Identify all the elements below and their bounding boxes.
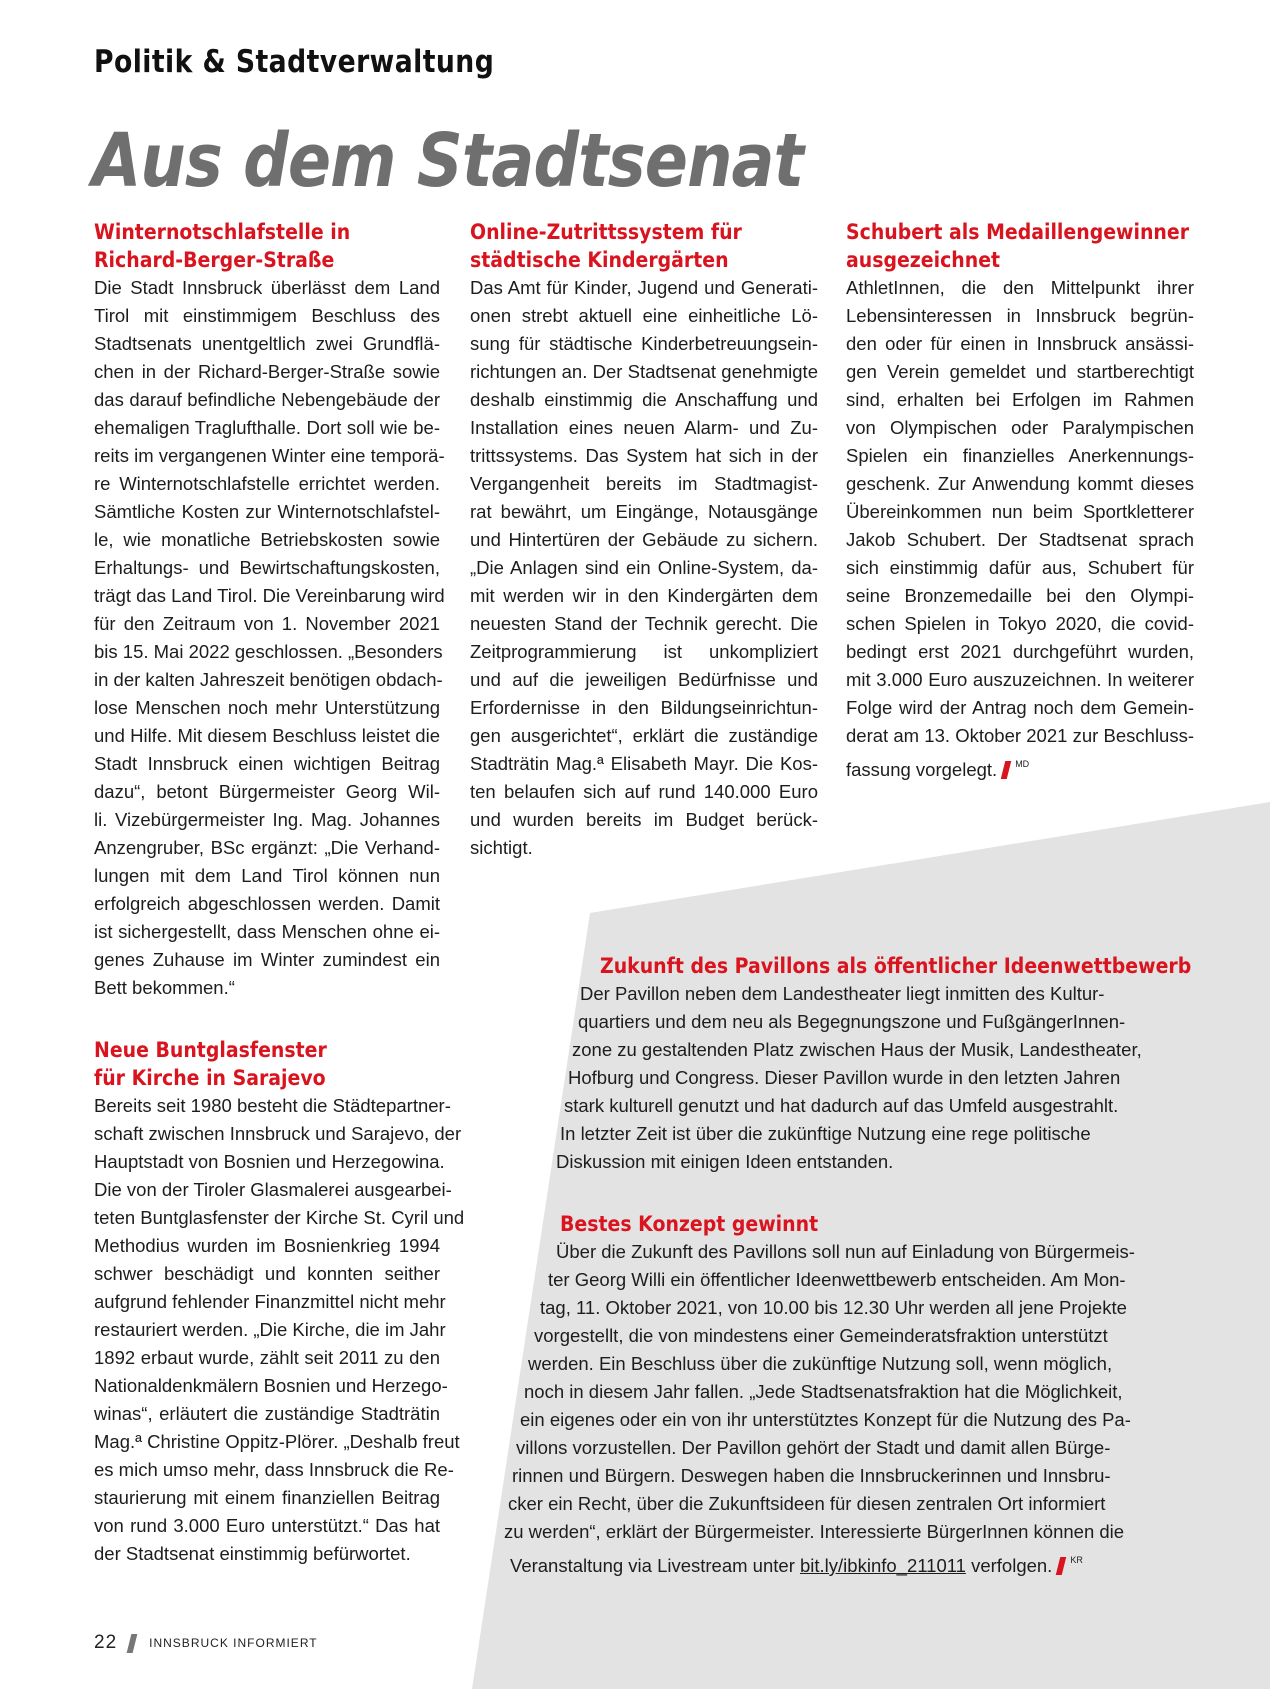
text-line: Die Stadt Innsbruck überlässt dem Land xyxy=(94,277,440,298)
text-line: und auf die jeweiligen Bedürfnisse und xyxy=(470,669,818,690)
text-line: Stadträtin Mag.ª Elisabeth Mayr. Die Kos- xyxy=(470,753,818,774)
text-line: noch in diesem Jahr fallen. „Jede Stadtsenatsfraktion hat die Möglichkeit, xyxy=(524,1381,1123,1402)
article-body xyxy=(94,274,445,1002)
text-line: reits im vergangenen Winter eine temporä- xyxy=(94,445,445,466)
text-line: und Hilfe. Mit diesem Beschluss leistet die xyxy=(94,725,440,746)
article-body xyxy=(846,274,1194,778)
text-line: erfolgreich abgeschlossen werden. Damit xyxy=(94,893,440,914)
text-line: Anzengruber, BSc ergänzt: „Die Verhand- xyxy=(94,837,440,858)
text-line: ehemaligen Traglufthalle. Dort soll wie be- xyxy=(94,417,440,438)
text-line: Das Amt für Kinder, Jugend und Generati- xyxy=(470,277,818,298)
text-line: lungen mit dem Land Tirol können nun xyxy=(94,865,440,886)
text-line: Stadt Innsbruck einen wichtigen Beitrag xyxy=(94,753,440,774)
text-line: derat am 13. Oktober 2021 zur Beschluss- xyxy=(846,725,1194,746)
text-line: AthletInnen, die den Mittelpunkt ihrer xyxy=(846,277,1194,298)
text-line: den oder für einen in Innsbruck ansässi- xyxy=(846,333,1194,354)
article-heading: Neue Buntglasfenster für Kirche in Sarajevo xyxy=(94,1038,327,1090)
text-line: das darauf befindliche Nebengebäude der xyxy=(94,389,440,410)
text-line: sind, erhalten bei Erfolgen im Rahmen xyxy=(846,389,1194,410)
text-line: Sämtliche Kosten zur Winternotschlafstel- xyxy=(94,501,440,522)
gray-slash-icon xyxy=(127,1634,138,1653)
text-line: staurierung mit einem finanziellen Beitrag xyxy=(94,1487,440,1508)
text-line: 1892 erbaut wurde, zählt seit 2011 zu den xyxy=(94,1347,440,1368)
text-line: schwer beschädigt und konnten seither xyxy=(94,1263,440,1284)
text-line: Nationaldenkmälern Bosnien und Herzego- xyxy=(94,1375,448,1396)
text-line: le, wie monatliche Betriebskosten sowie xyxy=(94,529,440,550)
text-line: genes Zuhause im Winter zumindest ein xyxy=(94,949,440,970)
text-line: In letzter Zeit ist über die zukünftige Nutzung eine rege politische xyxy=(560,1123,1091,1144)
text-line: Installation eines neuen Alarm- und Zu- xyxy=(470,417,818,438)
publication-name: INNSBRUCK INFORMIERT xyxy=(149,1636,318,1650)
text-line: quartiers und dem neu als Begegnungszone und FußgängerInnen- xyxy=(578,1011,1126,1032)
text-line: ter Georg Willi ein öffentlicher Ideenwettbewerb entscheiden. Am Mon- xyxy=(548,1269,1126,1290)
text-line: li. Vizebürgermeister Ing. Mag. Johannes xyxy=(94,809,440,830)
text-line: gen ausgerichtet“, erklärt die zuständige xyxy=(470,725,818,746)
text-line: Bett bekommen.“ xyxy=(94,977,235,998)
text-line: Methodius wurden im Bosnienkrieg 1994 xyxy=(94,1235,440,1256)
text-line: Zeitprogrammierung ist unkompliziert xyxy=(470,641,818,662)
text-line: schen Spielen in Tokyo 2020, die covid- xyxy=(846,613,1194,634)
text-line: Erhaltungs- und Bewirtschaftungskosten, xyxy=(94,557,440,578)
text-line: Mag.ª Christine Oppitz-Plörer. „Deshalb freut xyxy=(94,1431,460,1452)
text-line: Jakob Schubert. Der Stadtsenat sprach xyxy=(846,529,1194,550)
text-line: „Die Anlagen sind ein Online-System, da- xyxy=(470,557,818,578)
text-line: Tirol mit einstimmigem Beschluss des xyxy=(94,305,440,326)
text-line: teten Buntglasfenster der Kirche St. Cyril und xyxy=(94,1207,465,1228)
text-line: rat bewährt, um Eingänge, Notausgänge xyxy=(470,501,818,522)
author-initials: KR xyxy=(1070,1555,1083,1565)
article-heading: Winternotschlafstelle in Richard-Berger-Straße xyxy=(94,220,351,272)
text-line: lose Menschen noch mehr Unterstützung xyxy=(94,697,440,718)
author-initials: MD xyxy=(1015,759,1030,769)
text-line: Diskussion mit einigen Ideen entstanden. xyxy=(556,1151,894,1172)
article-subheading: Bestes Konzept gewinnt xyxy=(560,1212,819,1236)
page-title: Aus dem Stadtsenat xyxy=(92,118,804,204)
text-line: onen strebt aktuell eine einheitliche Lö- xyxy=(470,305,818,326)
text-line: vorgestellt, die von mindestens einer Gemeinderatsfraktion unterstützt xyxy=(534,1325,1108,1346)
section-label: Politik & Stadtverwaltung xyxy=(94,44,495,80)
article-heading: Schubert als Medaillengewinner ausgezeichnet xyxy=(846,220,1190,272)
text-line: Hofburg und Congress. Dieser Pavillon wurde in den letzten Jahren xyxy=(568,1067,1121,1088)
text-line: neuesten Stand der Technik gerecht. Die xyxy=(470,613,818,634)
text-line: Hauptstadt von Bosnien und Herzegowina. xyxy=(94,1151,445,1172)
text-line: restauriert werden. „Die Kirche, die im Jahr xyxy=(94,1319,446,1340)
text-line: seine Bronzemedaille bei den Olympi- xyxy=(846,585,1194,606)
text-line: Erfordernisse in den Bildungseinrichtun- xyxy=(470,697,818,718)
page-number: 22 xyxy=(94,1632,118,1653)
text-line: richtungen an. Der Stadtsenat genehmigte xyxy=(470,361,818,382)
text-line: Der Pavillon neben dem Landestheater liegt inmitten des Kultur- xyxy=(580,983,1105,1004)
text-line: Lebensinteressen in Innsbruck begrün- xyxy=(846,305,1194,326)
article-pavillon xyxy=(556,952,1220,1176)
text-line: rinnen und Bürgern. Deswegen haben die Innsbruckerinnen und Innsbru- xyxy=(512,1465,1111,1486)
text-line: zu werden“, erklärt der Bürgermeister. Interessierte BürgerInnen können die xyxy=(504,1521,1125,1542)
text-line: aufgrund fehlender Finanzmittel nicht mehr xyxy=(94,1291,446,1312)
text-line: tag, 11. Oktober 2021, von 10.00 bis 12.30 Uhr werden all jene Projekte xyxy=(540,1297,1127,1318)
text-line: ten belaufen sich auf rund 140.000 Euro xyxy=(470,781,818,802)
text-line: ist sichergestellt, dass Menschen ohne ei- xyxy=(94,921,440,942)
text-line: der Stadtsenat einstimmig befürwortet. xyxy=(94,1543,411,1564)
text-line: Bereits seit 1980 besteht die Städtepartner- xyxy=(94,1095,451,1116)
article-buntglasfenster xyxy=(94,1036,465,1568)
text-line: sichtigt. xyxy=(470,837,533,858)
text-line: mit werden wir in den Kindergärten dem xyxy=(470,585,818,606)
article-body xyxy=(470,274,818,862)
text-line: von Olympischen oder Paralympischen xyxy=(846,417,1194,438)
red-slash-icon xyxy=(1056,1557,1066,1575)
livestream-link[interactable]: bit.ly/ibkinfo_211011 xyxy=(800,1555,966,1576)
text-line: Folge wird der Antrag noch dem Gemein- xyxy=(846,697,1194,718)
text-line: Spielen ein finanzielles Anerkennungs- xyxy=(846,445,1194,466)
text-line: deshalb einstimmig die Anschaffung und xyxy=(470,389,818,410)
text-line: sung für städtische Kinderbetreuungsein- xyxy=(470,333,818,354)
text-line: und wurden bereits im Budget berück- xyxy=(470,809,818,830)
text-line: gen Verein gemeldet und startberechtigt xyxy=(846,361,1194,382)
article-body xyxy=(504,1238,1220,1546)
text-line: re Winternotschlafstelle errichtet werden. xyxy=(94,473,440,494)
text-line: zone zu gestaltenden Platz zwischen Haus der Musik, Landestheater, xyxy=(572,1039,1142,1060)
article-winternotschlafstelle xyxy=(94,218,445,1002)
text-line: Vergangenheit bereits im Stadtmagist- xyxy=(470,473,818,494)
signoff xyxy=(1058,1546,1083,1580)
text-line: winas“, erläutert die zuständige Stadträtin xyxy=(94,1403,440,1424)
text-line: mit 3.000 Euro auszuzeichnen. In weiterer xyxy=(846,669,1194,690)
text-line: trittssystems. Das System hat sich in der xyxy=(470,445,818,466)
text-line: von rund 3.000 Euro unterstützt.“ Das hat xyxy=(94,1515,440,1536)
text-line: villons vorzustellen. Der Pavillon gehört der Stadt und damit allen Bürge- xyxy=(516,1437,1111,1458)
text-line: Übereinkommen nun beim Sportkletterer xyxy=(846,501,1194,522)
text-line: Die von der Tiroler Glasmalerei ausgearbei- xyxy=(94,1179,452,1200)
text-line: fassung vorgelegt. $^{MD}$ xyxy=(846,750,1194,778)
article-body xyxy=(94,1092,465,1568)
page-footer xyxy=(94,1632,318,1654)
text-line: werden. Ein Beschluss über die zukünftige Nutzung soll, wenn möglich, xyxy=(528,1353,1113,1374)
article-last-line: Veranstaltung via Livestream unter bit.ly/ibkinfo_211011 verfolgen. $^{KR}$ xyxy=(510,1546,1170,1574)
article-body xyxy=(556,980,1220,1176)
red-slash-icon xyxy=(1001,761,1011,779)
text-line: Über die Zukunft des Pavillons soll nun auf Einladung von Bürgermeis- xyxy=(556,1241,1135,1262)
text-line: es mich umso mehr, dass Innsbruck die Re- xyxy=(94,1459,454,1480)
text-line: stark kulturell genutzt und hat dadurch auf das Umfeld ausgestrahlt. xyxy=(564,1095,1119,1116)
text-line: ein eigenes oder ein von ihr unterstütztes Konzept für die Nutzung des Pa- xyxy=(520,1409,1131,1430)
text-line: cker ein Recht, über die Zukunftsideen für diesen zentralen Ort informiert xyxy=(508,1493,1106,1514)
article-schubert xyxy=(846,218,1194,778)
text-line: trägt das Land Tirol. Die Vereinbarung wird xyxy=(94,585,445,606)
text-line: und Hintertüren der Gebäude zu sichern. xyxy=(470,529,818,550)
article-online-zutrittssystem xyxy=(470,218,818,862)
text-line: für den Zeitraum von 1. November 2021 xyxy=(94,613,440,634)
article-heading: Online-Zutrittssystem für städtische Kindergärten xyxy=(470,220,742,272)
text-line: bis 15. Mai 2022 geschlossen. „Besonders xyxy=(94,641,443,662)
text-line: in der kalten Jahreszeit benötigen obdach- xyxy=(94,669,443,690)
text-line: dazu“, betont Bürgermeister Georg Wil- xyxy=(94,781,440,802)
signoff xyxy=(1003,750,1029,784)
text-line: schaft zwischen Innsbruck und Sarajevo, der xyxy=(94,1123,462,1144)
article-heading: Zukunft des Pavillons als öffentlicher Ideenwettbewerb xyxy=(600,954,1192,978)
article-bestes-konzept xyxy=(504,1210,1220,1576)
text-line: chen in der Richard-Berger-Straße sowie xyxy=(94,361,440,382)
text-line: bedingt erst 2021 durchgeführt wurden, xyxy=(846,641,1194,662)
text-line: Stadtsenats unentgeltlich zwei Grundflä- xyxy=(94,333,440,354)
text-line: sich einstimmig dafür aus, Schubert für xyxy=(846,557,1194,578)
text-line: geschenk. Zur Anwendung kommt dieses xyxy=(846,473,1194,494)
